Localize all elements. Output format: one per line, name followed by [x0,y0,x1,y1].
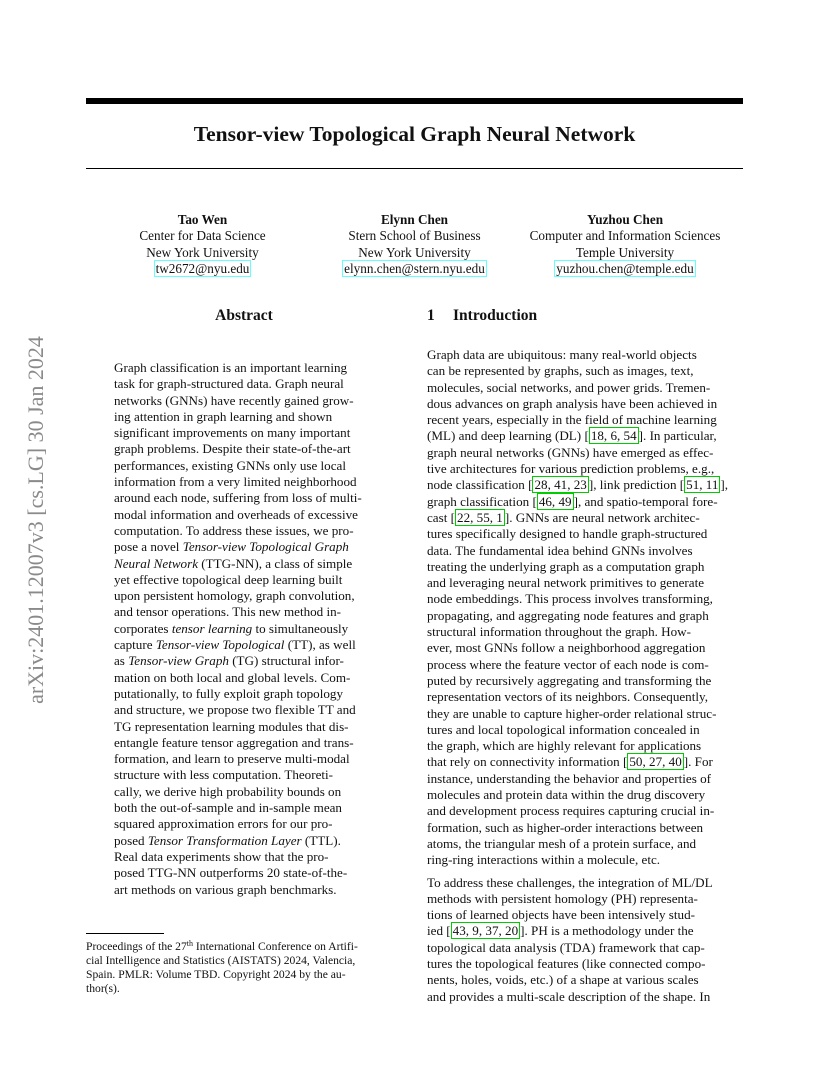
abstract-text [114,360,379,898]
author-affiliation: Computer and Information Sciences [529,228,721,244]
abstract-line: upon persistent homology, graph convolution, [114,588,355,604]
intro-line: graph neural networks (GNNs) have emerged as effec- [427,444,714,460]
intro-line: ring-ring interactions within a molecule, etc. [427,852,661,868]
abstract-line: performances, existing GNNs only use local [114,457,346,473]
intro-line: tions of learned objects have been intensively stud- [427,907,695,923]
intro-line: node classification [ 28, 41, 23 ], link prediction [ 51, 11 ], [427,477,729,493]
footnote [86,940,386,996]
intro-line: molecules and protein data within the drug discovery [427,787,706,803]
intro-line: data. The fundamental idea behind GNNs involves [427,542,693,558]
abstract-line: putationally, to fully exploit graph topology [114,685,343,701]
author-name: Tao Wen [177,212,228,227]
intro-line: tures and local topological information concealed in [427,721,700,737]
title-top-rule [86,98,743,104]
abstract-line: both the out-of-sample and in-sample mean [114,800,342,816]
abstract-line: TG representation learning modules that dis- [114,718,349,734]
emphasis-text: Tensor-view Topological Graph [182,539,349,555]
citation-link[interactable]: 46, 49 [538,493,572,509]
abstract-line: computation. To address these issues, we pro- [114,522,354,538]
intro-paragraph-1 [427,347,745,869]
intro-line: dous advances on graph analysis have been achieved in [427,395,718,411]
intro-line: treating the underlying graph as a computation graph [427,558,705,574]
abstract-line: and structure, we propose two flexible TT and [114,702,356,718]
title-bottom-rule [86,168,743,169]
author-affiliation: Stern School of Business [348,228,481,244]
intro-line: recent years, especially in the field of machine learning [427,412,717,428]
intro-line: nents, holes, voids, etc.) of a shape at various scales [427,972,699,988]
abstract-line: modal information and overheads of excessive [114,506,358,522]
intro-line: process where the feature vector of each node is com- [427,656,709,672]
intro-line: node embeddings. This process involves transforming, [427,591,713,607]
intro-line: that rely on connectivity information [ 50, 27, 40 ]. For [427,754,713,770]
author-institution: Temple University [575,244,675,260]
author-email-link[interactable]: yuzhou.chen@temple.edu [556,261,694,277]
author-block-2 [322,212,507,278]
abstract-line: Neural Network (TTG-NN), a class of simple [114,555,353,571]
intro-line: tive architectures for various prediction problems, e.g., [427,461,715,477]
intro-line: topological data analysis (TDA) framework that cap- [427,939,705,955]
intro-line: atoms, the triangular mesh of a protein surface, and [427,835,697,851]
intro-line: representation vectors of its neighbors. Consequently, [427,689,708,705]
intro-line: propagating, and aggregating node features and graph [427,607,709,623]
footnote-line: cial Intelligence and Statistics (AISTATS) 2024, Valencia, [86,954,356,968]
abstract-heading: Abstract [215,307,273,324]
intro-line: molecules, social networks, and power grids. Tremen- [427,379,711,395]
author-institution: New York University [358,244,471,260]
abstract-line: capture Tensor-view Topological (TT), as well [114,637,356,653]
abstract-line: corporates tensor learning to simultaneously [114,620,349,636]
intro-line: ied [ 43, 9, 37, 20 ]. PH is a methodology under the [427,923,694,939]
abstract-line: Graph classification is an important learning [114,360,348,375]
author-affiliation: Center for Data Science [139,228,266,244]
intro-line: formation, such as higher-order interactions between [427,819,704,835]
abstract-line: ing attention in graph learning and shown [114,408,333,424]
intro-line: Graph data are ubiquitous: many real-world objects [427,347,697,362]
abstract-line: and tensor operations. This new method in- [114,604,342,620]
intro-line: graph classification [ 46, 49 ], and spatio-temporal fore- [427,493,718,509]
citation-link[interactable]: 51, 11 [686,477,719,493]
introduction-text [427,347,745,1011]
emphasis-text: Tensor Transformation Layer [147,832,302,848]
intro-line: can be represented by graphs, such as images, text, [427,363,694,379]
intro-paragraph-2 [427,875,745,1005]
intro-line: structural information throughout the graph. How- [427,624,691,640]
intro-line: puted by recursively aggregating and transforming the [427,672,712,688]
abstract-line: posed TTG-NN outperforms 20 state-of-the- [114,865,348,881]
abstract-line: task for graph-structured data. Graph neural [114,376,344,392]
author-block-3 [505,212,745,278]
intro-line: ever, most GNNs follow a neighborhood aggregation [427,640,706,656]
abstract-line: mation on both local and global levels. Com- [114,669,351,685]
author-block-1 [110,212,295,278]
abstract-line: yet effective topological deep learning built [114,571,343,587]
citation-link[interactable]: 50, 27, 40 [629,754,682,770]
intro-line: and development process requires capturing crucial in- [427,803,715,819]
abstract-line: posed Tensor Transformation Layer (TTL). [114,832,341,848]
abstract-line: cally, we derive high probability bounds on [114,783,342,799]
introduction-heading [427,307,537,325]
abstract-line: formation, and learn to preserve multi-modal [114,751,350,767]
intro-line: tures specifically designed to handle graph-structured [427,526,708,542]
abstract-line: entangle feature tensor aggregation and trans- [114,734,354,750]
abstract-line: around each node, suffering from loss of multi- [114,490,362,506]
intro-line: and leveraging neural network primitives to generate [427,575,705,591]
arxiv-stamp: arXiv:2401.12007v3 [cs.LG] 30 Jan 2024 [23,336,48,704]
abstract-line: pose a novel Tensor-view Topological Graph [114,539,349,555]
abstract-line: squared approximation errors for our pro- [114,816,333,832]
intro-line: cast [ 22, 55, 1 ]. GNNs are neural network architec- [427,509,700,525]
intro-line: and provides a multi-scale description of the shape. In [427,988,711,1004]
emphasis-text: tensor learning [171,620,253,636]
emphasis-text: Tensor-view Topological [155,637,285,653]
intro-line: To address these challenges, the integration of ML/DL [427,874,713,890]
citation-link[interactable]: 28, 41, 23 [534,477,587,493]
citation-link[interactable]: 22, 55, 1 [457,509,503,525]
abstract-line: significant improvements on many important [114,425,351,441]
author-email-link[interactable]: tw2672@nyu.edu [155,261,250,277]
footnote-line: thor(s). [86,982,120,996]
intro-line: they are unable to capture higher-order relational struc- [427,705,717,721]
emphasis-text: Tensor-view Graph [128,653,229,669]
section-number: 1 [427,307,435,324]
emphasis-text: Neural Network [114,555,199,571]
intro-line: methods with persistent homology (PH) representa- [427,890,698,906]
intro-line: the graph, which are highly relevant for applications [427,738,702,754]
author-name: Yuzhou Chen [586,212,664,227]
abstract-line: art methods on various graph benchmarks. [114,881,337,897]
footnote-rule [86,933,164,934]
citation-link[interactable]: 43, 9, 37, 20 [452,923,519,939]
abstract-line: graph problems. Despite their state-of-the-art [114,441,351,457]
abstract-line: networks (GNNs) have recently gained grow- [114,392,354,408]
author-email-link[interactable]: elynn.chen@stern.nyu.edu [344,261,485,277]
author-name: Elynn Chen [380,212,449,227]
citation-link[interactable]: 18, 6, 54 [590,428,637,444]
abstract-line: Real data experiments show that the pro- [114,848,329,864]
intro-line: instance, understanding the behavior and properties of [427,770,711,786]
abstract-line: structure with less computation. Theoreti- [114,767,334,783]
intro-line: (ML) and deep learning (DL) [ 18, 6, 54 ]. In particular, [427,428,717,444]
footnote-line: Spain. PMLR: Volume TBD. Copyright 2024 by the au- [86,968,346,982]
author-institution: New York University [146,244,259,260]
abstract-line: information from a very limited neighborhood [114,474,357,490]
abstract-line: as Tensor-view Graph (TG) structural infor- [114,653,344,669]
section-title: Introduction [453,307,538,324]
footnote-line: Proceedings of the 27th International Conference on Artifi- [86,939,358,953]
intro-line: tures the topological features (like connected compo- [427,955,706,971]
paper-title: Tensor-view Topological Graph Neural Network [193,122,636,146]
